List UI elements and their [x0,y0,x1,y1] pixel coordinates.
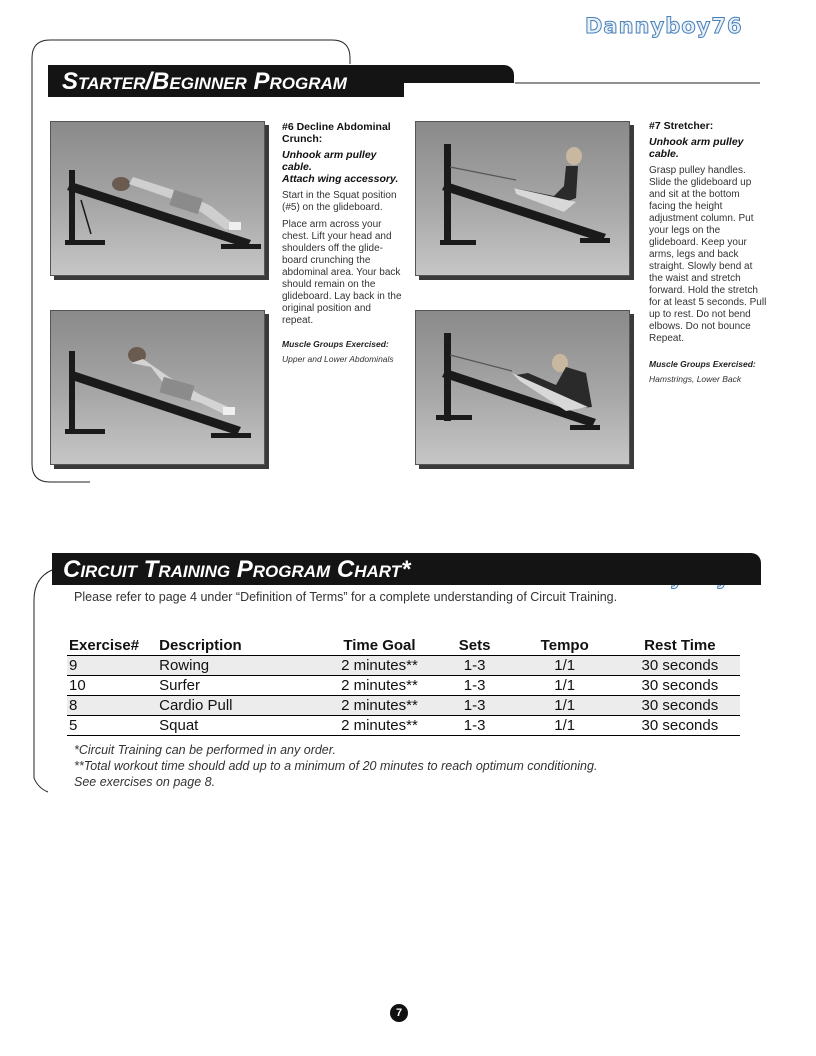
cell-description: Squat [159,716,319,736]
footnote-1: *Circuit Training can be performed in any order. [74,743,336,757]
banner-tab [404,65,514,83]
exercise-7-block [649,120,767,384]
cell-tempo: 1/1 [510,716,620,736]
table-row [67,696,740,716]
cell-exercise: 9 [67,656,159,676]
photo-decline-crunch-up [50,310,265,465]
exercise-7-heading: #7 Stretcher: [649,120,714,132]
section-title-starter: Starter/Beginner Program [62,68,347,95]
exercise-6-muscle-body: Upper and Lower Abdominals [282,354,394,364]
footnote-2: **Total workout time should add up to a minimum of 20 minutes to reach optimum conditioning. [74,759,598,773]
exercise-7-muscle-heading: Muscle Groups Exercised: [649,359,756,369]
exercise-6-para-2: Place arm across your chest. Lift your head and shoulders off the glide-board crunching the abdominal area. Your back should remain on the glideboard. Lay back in the original position and repeat. [282,219,402,326]
cell-time-goal: 2 minutes** [319,696,439,716]
circuit-intro: Please refer to page 4 under “Definition of Terms” for a complete understanding of Circuit Training. [74,590,618,604]
cell-exercise: 5 [67,716,159,736]
cell-tempo: 1/1 [510,676,620,696]
table-row [67,676,740,696]
cell-sets: 1-3 [440,676,510,696]
circuit-table [67,635,740,736]
exercise-6-heading: #6 Decline Abdominal Crunch: [282,121,391,145]
header-tempo: Tempo [510,635,620,656]
cell-time-goal: 2 minutes** [319,676,439,696]
exercise-7-muscle-body: Hamstrings, Lower Back [649,374,742,384]
section-title-circuit: Circuit Training Program Chart* [63,556,411,583]
cell-description: Surfer [159,676,319,696]
exercise-6-instruction-1: Unhook arm pulley cable. [282,149,377,173]
exercise-7-body: Grasp pulley handles. Slide the glideboard up and sit at the bottom facing the height adjustment column. Put your legs on the glideboard. Keep your arms, legs and back straight. Slowly bend at the waist and stretch forward. Hold the stretch for at least 5 seconds. Pull up to rest. Do not bend elbows. Do not bounce Repeat. [649,165,767,344]
header-time-goal: Time Goal [319,635,439,656]
cell-rest-time: 30 seconds [620,656,740,676]
cell-rest-time: 30 seconds [620,696,740,716]
cell-sets: 1-3 [440,716,510,736]
cell-rest-time: 30 seconds [620,716,740,736]
cell-exercise: 10 [67,676,159,696]
cell-tempo: 1/1 [510,696,620,716]
watermark-top: Dannyboy76 [585,14,743,38]
footnote-3: See exercises on page 8. [74,775,216,789]
header-description: Description [159,635,319,656]
photo-stretcher-start [415,121,630,276]
cell-sets: 1-3 [440,696,510,716]
section-banner-circuit [52,553,761,585]
cell-time-goal: 2 minutes** [319,656,439,676]
exercise-6-block [282,121,402,364]
exercise-6-instruction-2: Attach wing accessory. [282,173,399,185]
header-exercise: Exercise# [67,635,159,656]
exercise-6-para-1: Start in the Squat position (#5) on the glideboard. [282,190,397,213]
photo-stretcher-reach [415,310,630,465]
exercise-6-muscle-heading: Muscle Groups Exercised: [282,339,389,349]
exercise-7-instruction-1: Unhook arm pulley cable. [649,136,744,160]
cell-description: Cardio Pull [159,696,319,716]
cell-tempo: 1/1 [510,656,620,676]
cell-exercise: 8 [67,696,159,716]
footnotes [74,742,734,790]
page-number: 7 [390,1004,408,1022]
photo-decline-crunch-start [50,121,265,276]
cell-sets: 1-3 [440,656,510,676]
table-header-row [67,635,740,656]
header-rest-time: Rest Time [620,635,740,656]
table-row [67,656,740,676]
table-row [67,716,740,736]
header-sets: Sets [440,635,510,656]
cell-rest-time: 30 seconds [620,676,740,696]
section-banner-starter [48,65,404,97]
cell-description: Rowing [159,656,319,676]
cell-time-goal: 2 minutes** [319,716,439,736]
